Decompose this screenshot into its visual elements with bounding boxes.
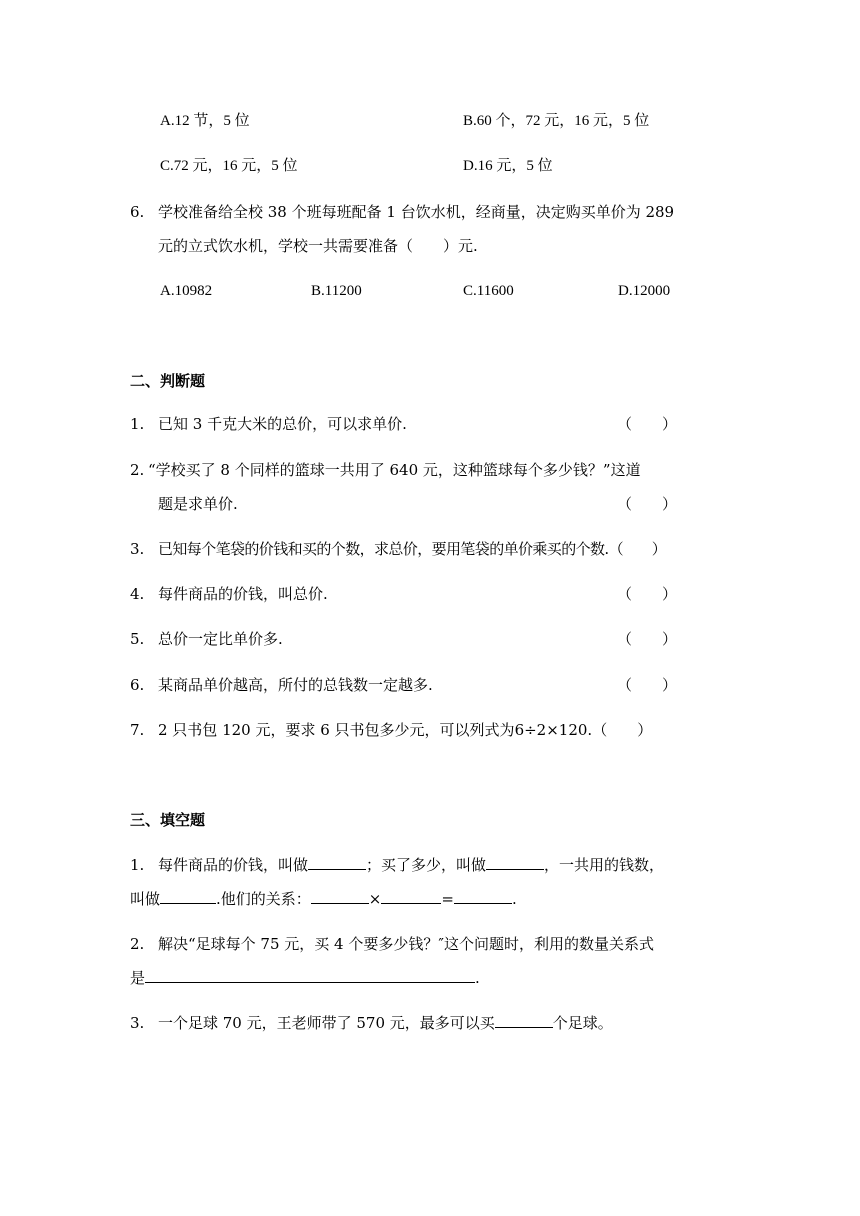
item-text [158, 1013, 613, 1033]
option-a: A.10982 [160, 283, 213, 299]
section-title: 二、判断题 [130, 372, 206, 390]
item-number: 1. [130, 415, 145, 433]
item-text: 已知 3 千克大米的总价，可以求单价. [158, 415, 407, 433]
answer-blank[interactable] [308, 855, 366, 870]
item-text-cont [130, 889, 517, 909]
answer-paren: .（ ） [587, 721, 653, 739]
answer-blank[interactable] [486, 855, 544, 870]
text-segment: ，一共用的钱数， [544, 856, 665, 874]
answer-blank[interactable] [145, 968, 475, 983]
option-b: B.11200 [311, 283, 362, 299]
option-d: D.12000 [618, 283, 671, 299]
question-text: 学校准备给全校 38 个班每班配备 1 台饮水机，经商量，决定购买单价为 289 [158, 203, 675, 221]
item-text [158, 720, 652, 740]
option-d: D.16 元，5 位 [463, 158, 553, 174]
item-number: 7. [130, 721, 145, 739]
answer-paren: （ ） [617, 585, 678, 603]
question-text-cont: 元的立式饮水机，学校一共需要准备（ ）元. [158, 237, 478, 255]
item-text: 每件商品的价钱，叫总价. [158, 585, 328, 603]
text-segment: .他们的关系： [216, 890, 311, 908]
item-number: 6. [130, 676, 145, 694]
equals-sign: = [441, 890, 454, 908]
item-text: 已知每个笔袋的价钱和买的个数，求总价，要用笔袋的单价乘买的个数.（ ） [158, 540, 667, 558]
item-text-main: 2 只书包 120 元，要求 6 只书包多少元，可以列式为 [158, 721, 515, 739]
text-segment: 一个足球 70 元，王老师带了 570 元，最多可以买 [158, 1014, 495, 1032]
item-text-cont [130, 968, 480, 988]
option-c: C.11600 [463, 283, 514, 299]
answer-paren: （ ） [617, 495, 678, 513]
option-b: B.60 个，72 元，16 元，5 位 [463, 113, 650, 129]
answer-blank[interactable] [311, 889, 369, 904]
answer-blank[interactable] [160, 889, 216, 904]
answer-paren: （ ） [617, 415, 678, 433]
item-number: 2. [130, 935, 145, 953]
answer-blank[interactable] [454, 889, 512, 904]
item-number: 4. [130, 585, 145, 603]
question-number: 6. [130, 203, 145, 221]
text-segment: 个足球。 [552, 1014, 613, 1032]
item-text: 某商品单价越高，所付的总钱数一定越多. [158, 676, 433, 694]
item-number: 5. [130, 630, 145, 648]
answer-blank[interactable] [381, 889, 441, 904]
section-title: 三、填空题 [130, 811, 206, 829]
text-segment: . [475, 969, 480, 987]
item-text: “学校买了 8 个同样的篮球一共用了 640 元，这种篮球每个多少钱？”这道 [148, 461, 641, 479]
text-segment: . [511, 890, 517, 908]
option-a: A.12 节，5 位 [160, 113, 250, 129]
option-c: C.72 元，16 元，5 位 [160, 158, 298, 174]
item-number: 2. [130, 461, 145, 479]
times-sign: × [368, 890, 382, 908]
item-number: 1. [130, 856, 145, 874]
text-segment: ；买了多少，叫做 [366, 856, 487, 874]
item-number: 3. [130, 1014, 145, 1032]
item-text: 总价一定比单价多. [158, 630, 283, 648]
item-text [158, 855, 664, 875]
text-segment: 叫做 [130, 890, 161, 908]
text-segment: 是 [130, 969, 146, 987]
answer-paren: （ ） [617, 676, 678, 694]
formula: 6÷2×120 [514, 721, 588, 739]
answer-paren: （ ） [617, 630, 678, 648]
item-text: 解决“足球每个 75 元，买 4 个要多少钱？″这个问题时，利用的数量关系式 [158, 935, 654, 953]
item-text-cont: 题是求单价. [158, 495, 238, 513]
answer-blank[interactable] [495, 1013, 553, 1028]
text-segment: 每件商品的价钱，叫做 [158, 856, 309, 874]
item-number: 3. [130, 540, 145, 558]
